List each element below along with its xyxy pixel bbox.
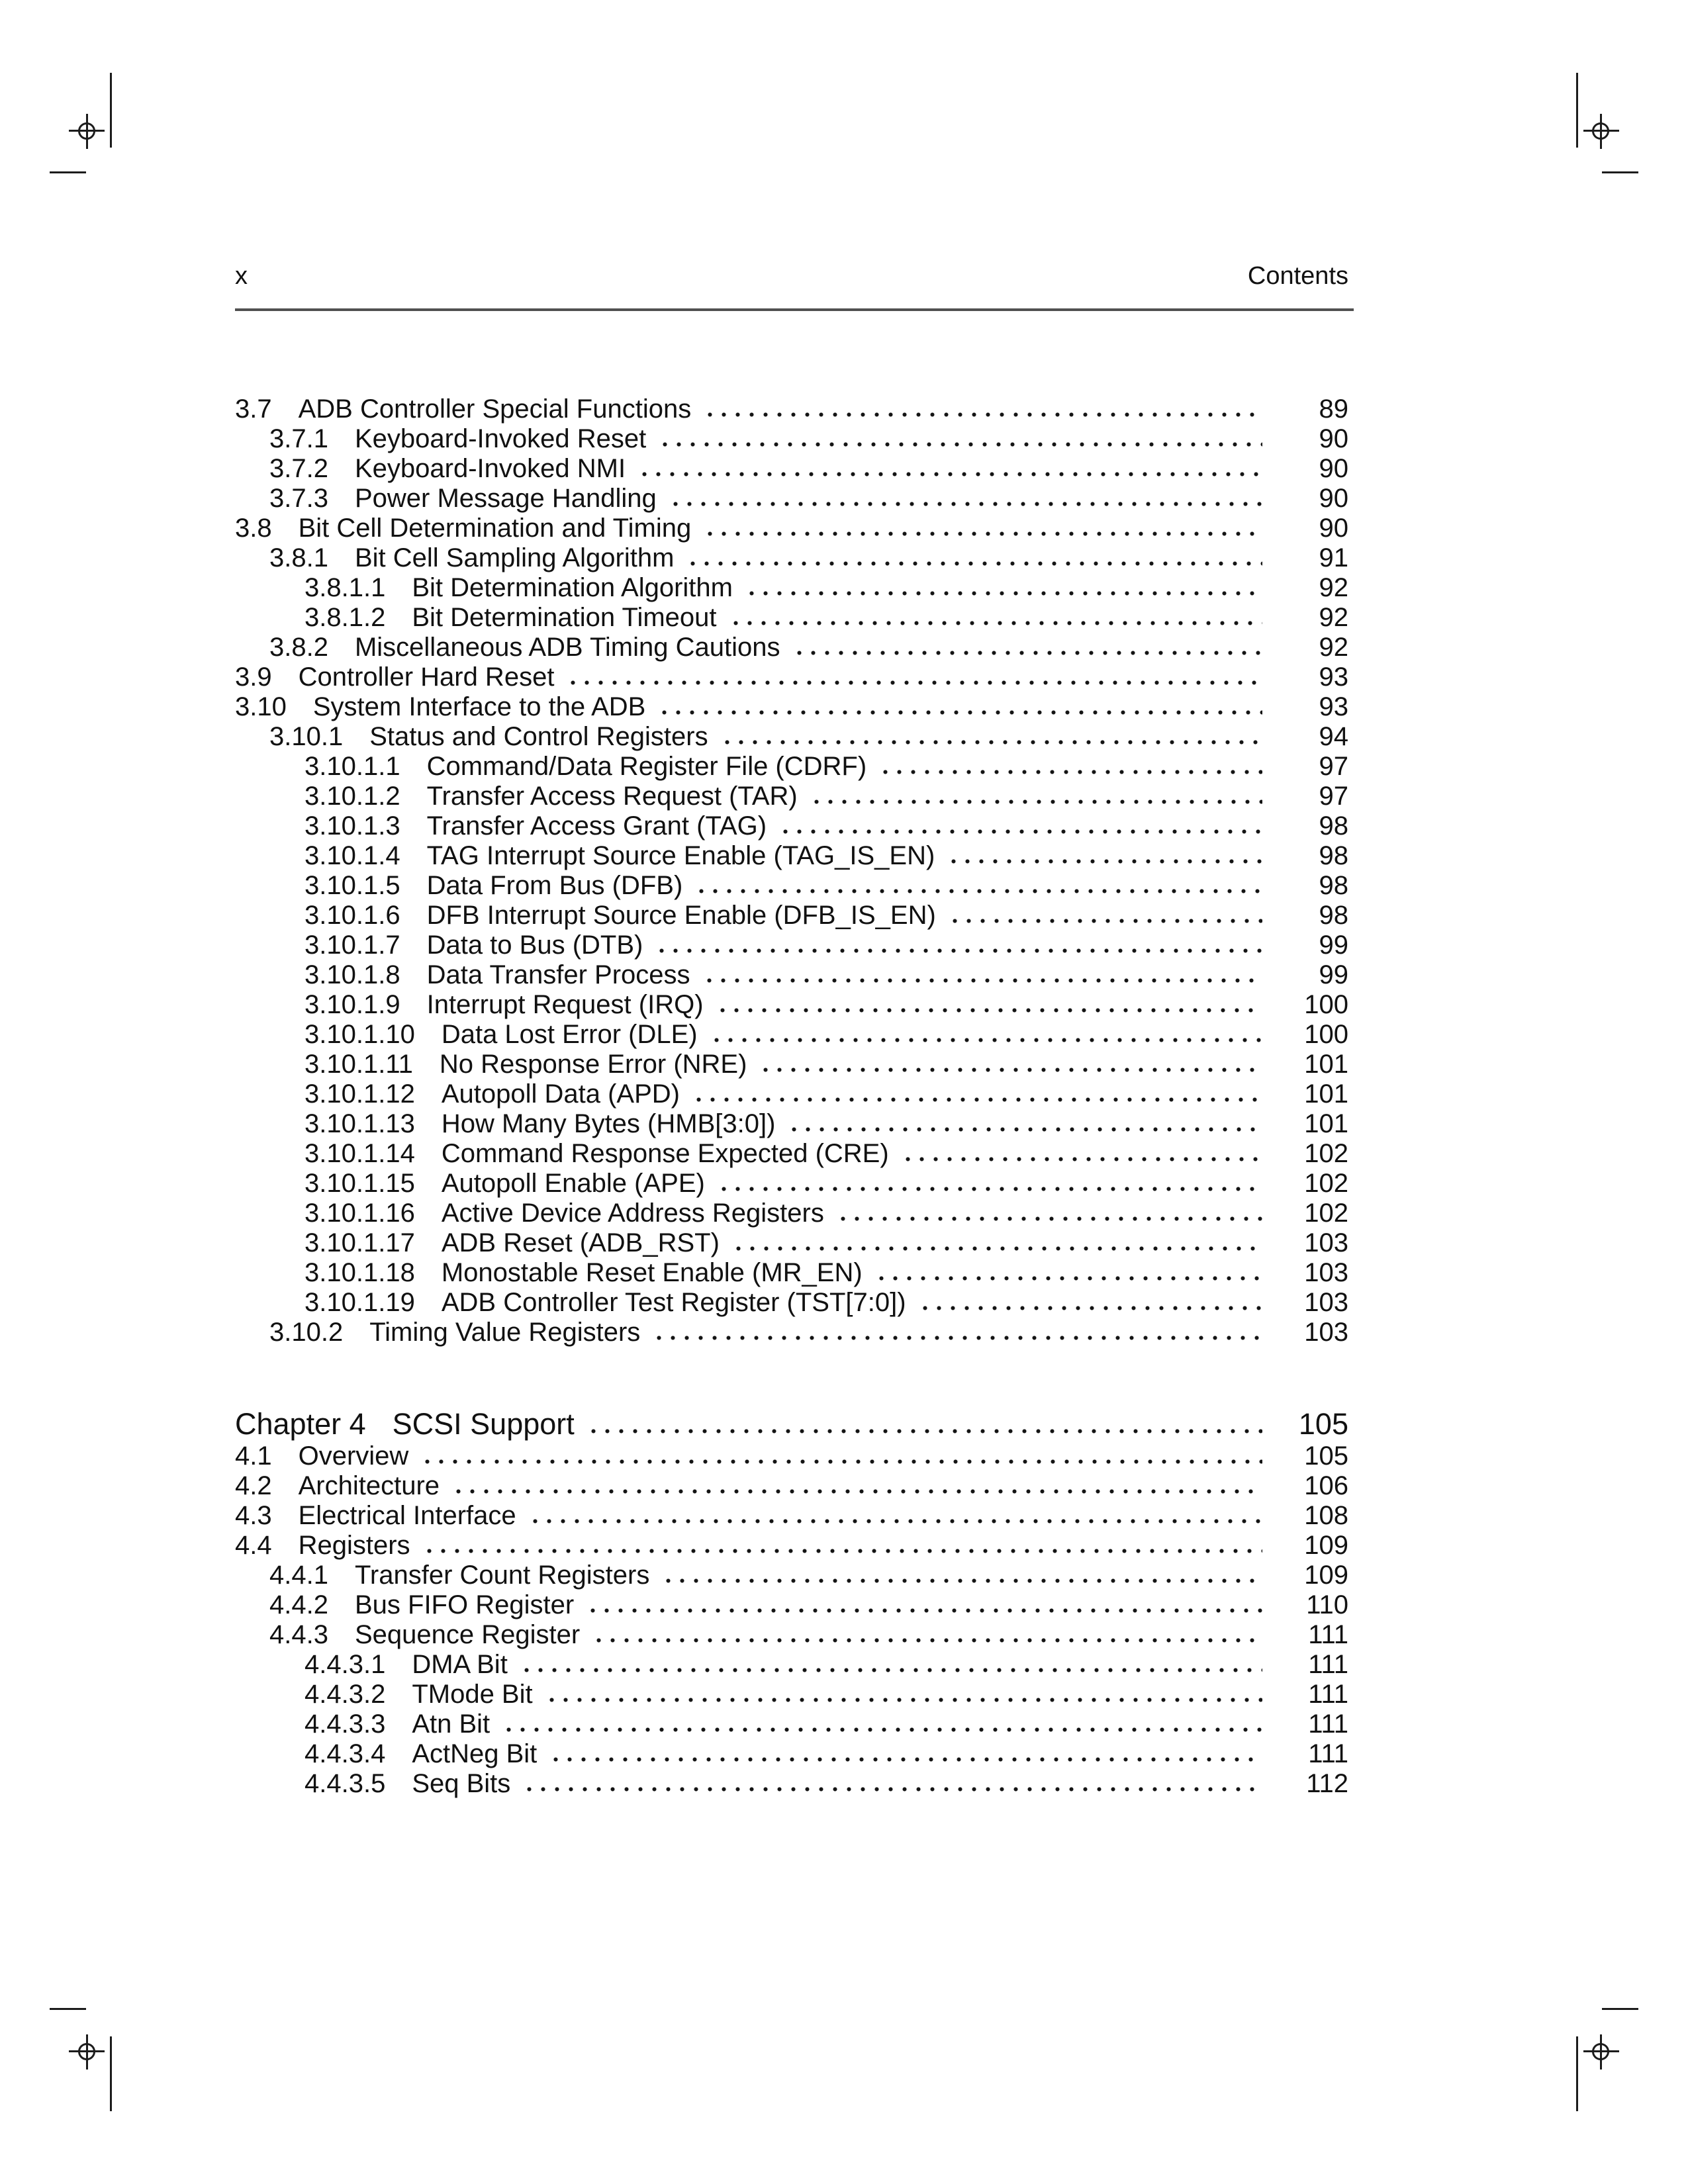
page-number: 98 — [1319, 811, 1348, 841]
section-number: 3.8.1.2 — [305, 603, 386, 632]
page-number: 98 — [1319, 841, 1348, 870]
toc-entry — [235, 1650, 1348, 1680]
section-title: ActNeg Bit — [412, 1739, 538, 1768]
page-number: 99 — [1319, 931, 1348, 960]
page-number: 98 — [1319, 901, 1348, 930]
dot-leader — [807, 799, 1262, 805]
dot-leader — [692, 888, 1262, 894]
dot-leader — [635, 471, 1262, 477]
dot-leader — [945, 918, 1262, 924]
section-title: Autopoll Enable (APE) — [441, 1169, 705, 1198]
crop-line — [1602, 171, 1638, 173]
section-number: 3.8 — [235, 514, 272, 543]
section-number: 3.10.1.15 — [305, 1169, 415, 1198]
toc-entry — [235, 722, 1348, 752]
dot-leader — [659, 1578, 1262, 1584]
section-title: Data From Bus (DFB) — [426, 871, 683, 900]
dot-leader — [542, 1697, 1262, 1703]
toc-entry — [235, 1441, 1348, 1471]
section-number: 3.10.1.8 — [305, 960, 400, 989]
section-title: Transfer Access Grant (TAG) — [426, 811, 767, 841]
section-number: 4.4 — [235, 1531, 272, 1560]
page-number: 90 — [1319, 484, 1348, 513]
dot-leader — [520, 1786, 1262, 1792]
toc-entry — [235, 1169, 1348, 1199]
dot-leader — [526, 1518, 1262, 1524]
toc-entry — [235, 1471, 1348, 1501]
crosshair-line — [1600, 114, 1602, 149]
toc-entry — [235, 990, 1348, 1020]
page-number: 89 — [1319, 394, 1348, 424]
page-number: 90 — [1319, 454, 1348, 483]
page-number: 101 — [1304, 1109, 1348, 1138]
toc-entry — [235, 752, 1348, 782]
dot-leader — [707, 1037, 1262, 1043]
toc-entry — [235, 394, 1348, 424]
toc-entry — [235, 1501, 1348, 1531]
dot-leader — [872, 1275, 1262, 1281]
section-title: Bit Determination Timeout — [412, 603, 717, 632]
toc-entry — [235, 1407, 1348, 1441]
toc-entry — [235, 1318, 1348, 1347]
section-number: 4.4.3.3 — [305, 1709, 386, 1739]
page-number: 93 — [1319, 692, 1348, 721]
dot-leader — [420, 1548, 1262, 1554]
section-title: Keyboard-Invoked Reset — [354, 424, 647, 453]
section-title: Bus FIFO Register — [354, 1590, 575, 1619]
toc-entry — [235, 1050, 1348, 1079]
section-number: 4.1 — [235, 1441, 272, 1471]
page-number: 105 — [1304, 1441, 1348, 1471]
page-number: 90 — [1319, 514, 1348, 543]
page-number: 111 — [1308, 1709, 1348, 1739]
toc-entry — [235, 454, 1348, 484]
page-number: 94 — [1319, 722, 1348, 751]
section-title: Atn Bit — [412, 1709, 491, 1739]
page-number: 105 — [1298, 1407, 1348, 1441]
section-title: DFB Interrupt Source Enable (DFB_IS_EN) — [426, 901, 936, 930]
section-number: 3.10.1.10 — [305, 1020, 415, 1049]
page-number: 101 — [1304, 1050, 1348, 1079]
toc-entry — [235, 811, 1348, 841]
section-title: DMA Bit — [412, 1650, 508, 1679]
dot-leader — [790, 650, 1263, 656]
section-number: 4.4.3.1 — [305, 1650, 386, 1679]
header-rule — [235, 308, 1354, 311]
dot-leader — [589, 1637, 1262, 1643]
section-number: 4.4.3.2 — [305, 1680, 386, 1709]
page-number: 102 — [1304, 1199, 1348, 1228]
toc-entry — [235, 662, 1348, 692]
section-title: Transfer Count Registers — [354, 1561, 650, 1590]
section-title: Command Response Expected (CRE) — [441, 1139, 889, 1168]
dot-leader — [683, 561, 1262, 567]
crop-line — [1602, 2008, 1638, 2010]
section-number: 3.10.1.1 — [305, 752, 400, 781]
dot-leader — [655, 709, 1262, 715]
page-number: 92 — [1319, 603, 1348, 632]
dot-leader — [546, 1756, 1262, 1762]
section-title: Bit Determination Algorithm — [412, 573, 733, 602]
section-number: 4.4.3.5 — [305, 1769, 386, 1798]
section-title: No Response Error (NRE) — [439, 1050, 747, 1079]
section-number: 3.7.2 — [269, 454, 328, 483]
toc-entry — [235, 1561, 1348, 1590]
dot-leader — [689, 1097, 1262, 1103]
section-number: 4.4.3.4 — [305, 1739, 386, 1768]
crop-line — [1576, 73, 1578, 148]
section-number: 3.10.1.13 — [305, 1109, 415, 1138]
section-title: Command/Data Register File (CDRF) — [426, 752, 867, 781]
section-number: 3.10.1.17 — [305, 1228, 415, 1257]
crosshair-line — [86, 114, 88, 149]
toc-entry — [235, 1199, 1348, 1228]
page-number: 111 — [1308, 1620, 1348, 1649]
section-number: 3.10.1.18 — [305, 1258, 415, 1287]
page-number: 103 — [1304, 1258, 1348, 1287]
page-number: 100 — [1304, 990, 1348, 1019]
section-number: 3.10.1.16 — [305, 1199, 415, 1228]
section-title: Bit Cell Determination and Timing — [298, 514, 692, 543]
section-title: Bit Cell Sampling Algorithm — [354, 543, 675, 572]
section-number: 3.10.1.19 — [305, 1288, 415, 1317]
dot-leader — [499, 1727, 1262, 1733]
toc-entry — [235, 1620, 1348, 1650]
section-title: System Interface to the ADB — [312, 692, 646, 721]
section-number: 3.10.1.3 — [305, 811, 400, 841]
page-number: 92 — [1319, 633, 1348, 662]
dot-leader — [714, 1186, 1262, 1192]
dot-leader — [713, 1007, 1262, 1013]
dot-leader — [756, 1067, 1262, 1073]
page-number: 90 — [1319, 424, 1348, 453]
toc-entry — [235, 1258, 1348, 1288]
toc-entry — [235, 871, 1348, 901]
section-title: Interrupt Request (IRQ) — [426, 990, 704, 1019]
section-number: 3.7.3 — [269, 484, 328, 513]
page-number: 99 — [1319, 960, 1348, 989]
section-number: 3.10.1.14 — [305, 1139, 415, 1168]
page-number: 108 — [1304, 1501, 1348, 1530]
dot-leader — [784, 1126, 1262, 1132]
dot-leader — [944, 858, 1262, 864]
section-number: 4.4.3 — [269, 1620, 328, 1649]
section-title: Data Lost Error (DLE) — [441, 1020, 698, 1049]
dot-leader — [666, 501, 1262, 507]
dot-leader — [700, 531, 1262, 537]
section-title: SCSI Support — [392, 1407, 575, 1441]
toc-entry — [235, 1531, 1348, 1561]
page-number: 106 — [1304, 1471, 1348, 1500]
dot-leader — [655, 441, 1262, 447]
page-number: 98 — [1319, 871, 1348, 900]
page-number: 112 — [1306, 1769, 1348, 1798]
toc-entry — [235, 603, 1348, 633]
section-number: 3.9 — [235, 662, 272, 692]
dot-leader — [649, 1335, 1262, 1341]
dot-leader — [776, 829, 1262, 835]
section-title: Sequence Register — [354, 1620, 581, 1649]
section-title: Overview — [298, 1441, 409, 1471]
crop-line — [110, 2036, 112, 2111]
page-number: 102 — [1304, 1139, 1348, 1168]
toc-entry — [235, 1109, 1348, 1139]
section-number: 4.4.2 — [269, 1590, 328, 1619]
section-title: TAG Interrupt Source Enable (TAG_IS_EN) — [426, 841, 935, 870]
toc-entry — [235, 1739, 1348, 1769]
section-number: 4.2 — [235, 1471, 272, 1500]
dot-leader — [898, 1156, 1262, 1162]
toc-entry — [235, 633, 1348, 662]
section-title: ADB Controller Special Functions — [298, 394, 692, 424]
page-number: 91 — [1319, 543, 1348, 572]
section-number: 3.10.1.4 — [305, 841, 400, 870]
page-number: 93 — [1319, 662, 1348, 692]
dot-leader — [652, 948, 1262, 954]
section-title: ADB Reset (ADB_RST) — [441, 1228, 720, 1257]
toc-entry — [235, 514, 1348, 543]
toc-entry — [235, 1288, 1348, 1318]
page-number: 103 — [1304, 1288, 1348, 1317]
section-number: 3.10.2 — [269, 1318, 344, 1347]
dot-leader — [915, 1305, 1262, 1311]
section-title: Registers — [298, 1531, 410, 1560]
toc-entry — [235, 543, 1348, 573]
section-number: 3.10 — [235, 692, 287, 721]
toc-entry — [235, 692, 1348, 722]
section-number: 3.10.1.6 — [305, 901, 400, 930]
page-number: 101 — [1304, 1079, 1348, 1109]
toc-entry — [235, 1020, 1348, 1050]
page-number: 109 — [1304, 1561, 1348, 1590]
section-title: Active Device Address Registers — [441, 1199, 824, 1228]
toc-entry — [235, 960, 1348, 990]
dot-leader — [584, 1428, 1262, 1434]
section-number: 4.4.1 — [269, 1561, 328, 1590]
toc-entry — [235, 484, 1348, 514]
dot-leader — [742, 590, 1262, 596]
dot-leader — [718, 739, 1262, 745]
table-of-contents — [235, 394, 1348, 1799]
toc-entry — [235, 424, 1348, 454]
section-title: Transfer Access Request (TAR) — [426, 782, 798, 811]
section-number: 3.10.1.11 — [305, 1050, 413, 1079]
section-title: How Many Bytes (HMB[3:0]) — [441, 1109, 776, 1138]
toc-entry — [235, 573, 1348, 603]
toc-entry — [235, 1709, 1348, 1739]
page-header — [235, 262, 1348, 290]
section-number: 3.10.1.9 — [305, 990, 400, 1019]
page-number: 100 — [1304, 1020, 1348, 1049]
section-title: Monostable Reset Enable (MR_EN) — [441, 1258, 863, 1287]
dot-leader — [729, 1246, 1262, 1251]
page-number: 103 — [1304, 1318, 1348, 1347]
section-title: Architecture — [298, 1471, 440, 1500]
section-title: Miscellaneous ADB Timing Cautions — [354, 633, 780, 662]
section-number: 3.8.1.1 — [305, 573, 386, 602]
section-number: 3.10.1.12 — [305, 1079, 415, 1109]
crop-line — [1576, 2036, 1578, 2111]
dot-leader — [449, 1488, 1262, 1494]
section-title: Timing Value Registers — [369, 1318, 641, 1347]
section-title: Data to Bus (DTB) — [426, 931, 643, 960]
dot-leader — [517, 1667, 1262, 1673]
page-number: 110 — [1306, 1590, 1348, 1619]
toc-entry — [235, 841, 1348, 871]
section-title: Electrical Interface — [298, 1501, 516, 1530]
section-number: 3.7.1 — [269, 424, 328, 453]
section-number: Chapter 4 — [235, 1407, 366, 1441]
section-number: 3.10.1 — [269, 722, 344, 751]
toc-entry — [235, 931, 1348, 960]
page-number: 97 — [1319, 782, 1348, 811]
dot-leader — [700, 978, 1262, 983]
section-title: ADB Controller Test Register (TST[7:0]) — [441, 1288, 906, 1317]
toc-entry — [235, 1139, 1348, 1169]
page-number: 92 — [1319, 573, 1348, 602]
toc-entry — [235, 1590, 1348, 1620]
section-number: 3.10.1.7 — [305, 931, 400, 960]
page-number: 97 — [1319, 752, 1348, 781]
dot-leader — [563, 680, 1262, 686]
page-number: 111 — [1308, 1650, 1348, 1679]
section-number: 3.7 — [235, 394, 272, 424]
section-title: Power Message Handling — [354, 484, 657, 513]
section-title: Keyboard-Invoked NMI — [354, 454, 626, 483]
page-number: 111 — [1308, 1680, 1348, 1709]
section-title: TMode Bit — [412, 1680, 533, 1709]
toc-entry — [235, 1079, 1348, 1109]
section-title: Status and Control Registers — [369, 722, 708, 751]
page-number: 109 — [1304, 1531, 1348, 1560]
dot-leader — [700, 412, 1262, 418]
dot-leader — [583, 1608, 1262, 1614]
toc-entry — [235, 1680, 1348, 1709]
crop-line — [50, 2008, 86, 2010]
running-title: Contents — [1247, 262, 1348, 290]
crosshair-line — [1600, 2034, 1602, 2070]
toc-entry — [235, 901, 1348, 931]
section-number: 3.10.1.5 — [305, 871, 400, 900]
crop-line — [110, 73, 112, 148]
page-number: 111 — [1308, 1739, 1348, 1768]
dot-leader — [833, 1216, 1262, 1222]
crop-line — [50, 171, 86, 173]
dot-leader — [418, 1459, 1262, 1465]
section-number: 3.8.1 — [269, 543, 328, 572]
dot-leader — [726, 620, 1262, 626]
toc-entry — [235, 1228, 1348, 1258]
crosshair-line — [86, 2034, 88, 2070]
page-number: 102 — [1304, 1169, 1348, 1198]
section-title: Seq Bits — [412, 1769, 511, 1798]
section-number: 3.8.2 — [269, 633, 328, 662]
section-number: 4.3 — [235, 1501, 272, 1530]
section-title: Autopoll Data (APD) — [441, 1079, 680, 1109]
toc-entry — [235, 1769, 1348, 1799]
section-title: Controller Hard Reset — [298, 662, 555, 692]
section-title: Data Transfer Process — [426, 960, 690, 989]
folio-page-number: x — [235, 262, 248, 290]
section-number: 3.10.1.2 — [305, 782, 400, 811]
page-number: 103 — [1304, 1228, 1348, 1257]
toc-entry — [235, 782, 1348, 811]
dot-leader — [876, 769, 1262, 775]
